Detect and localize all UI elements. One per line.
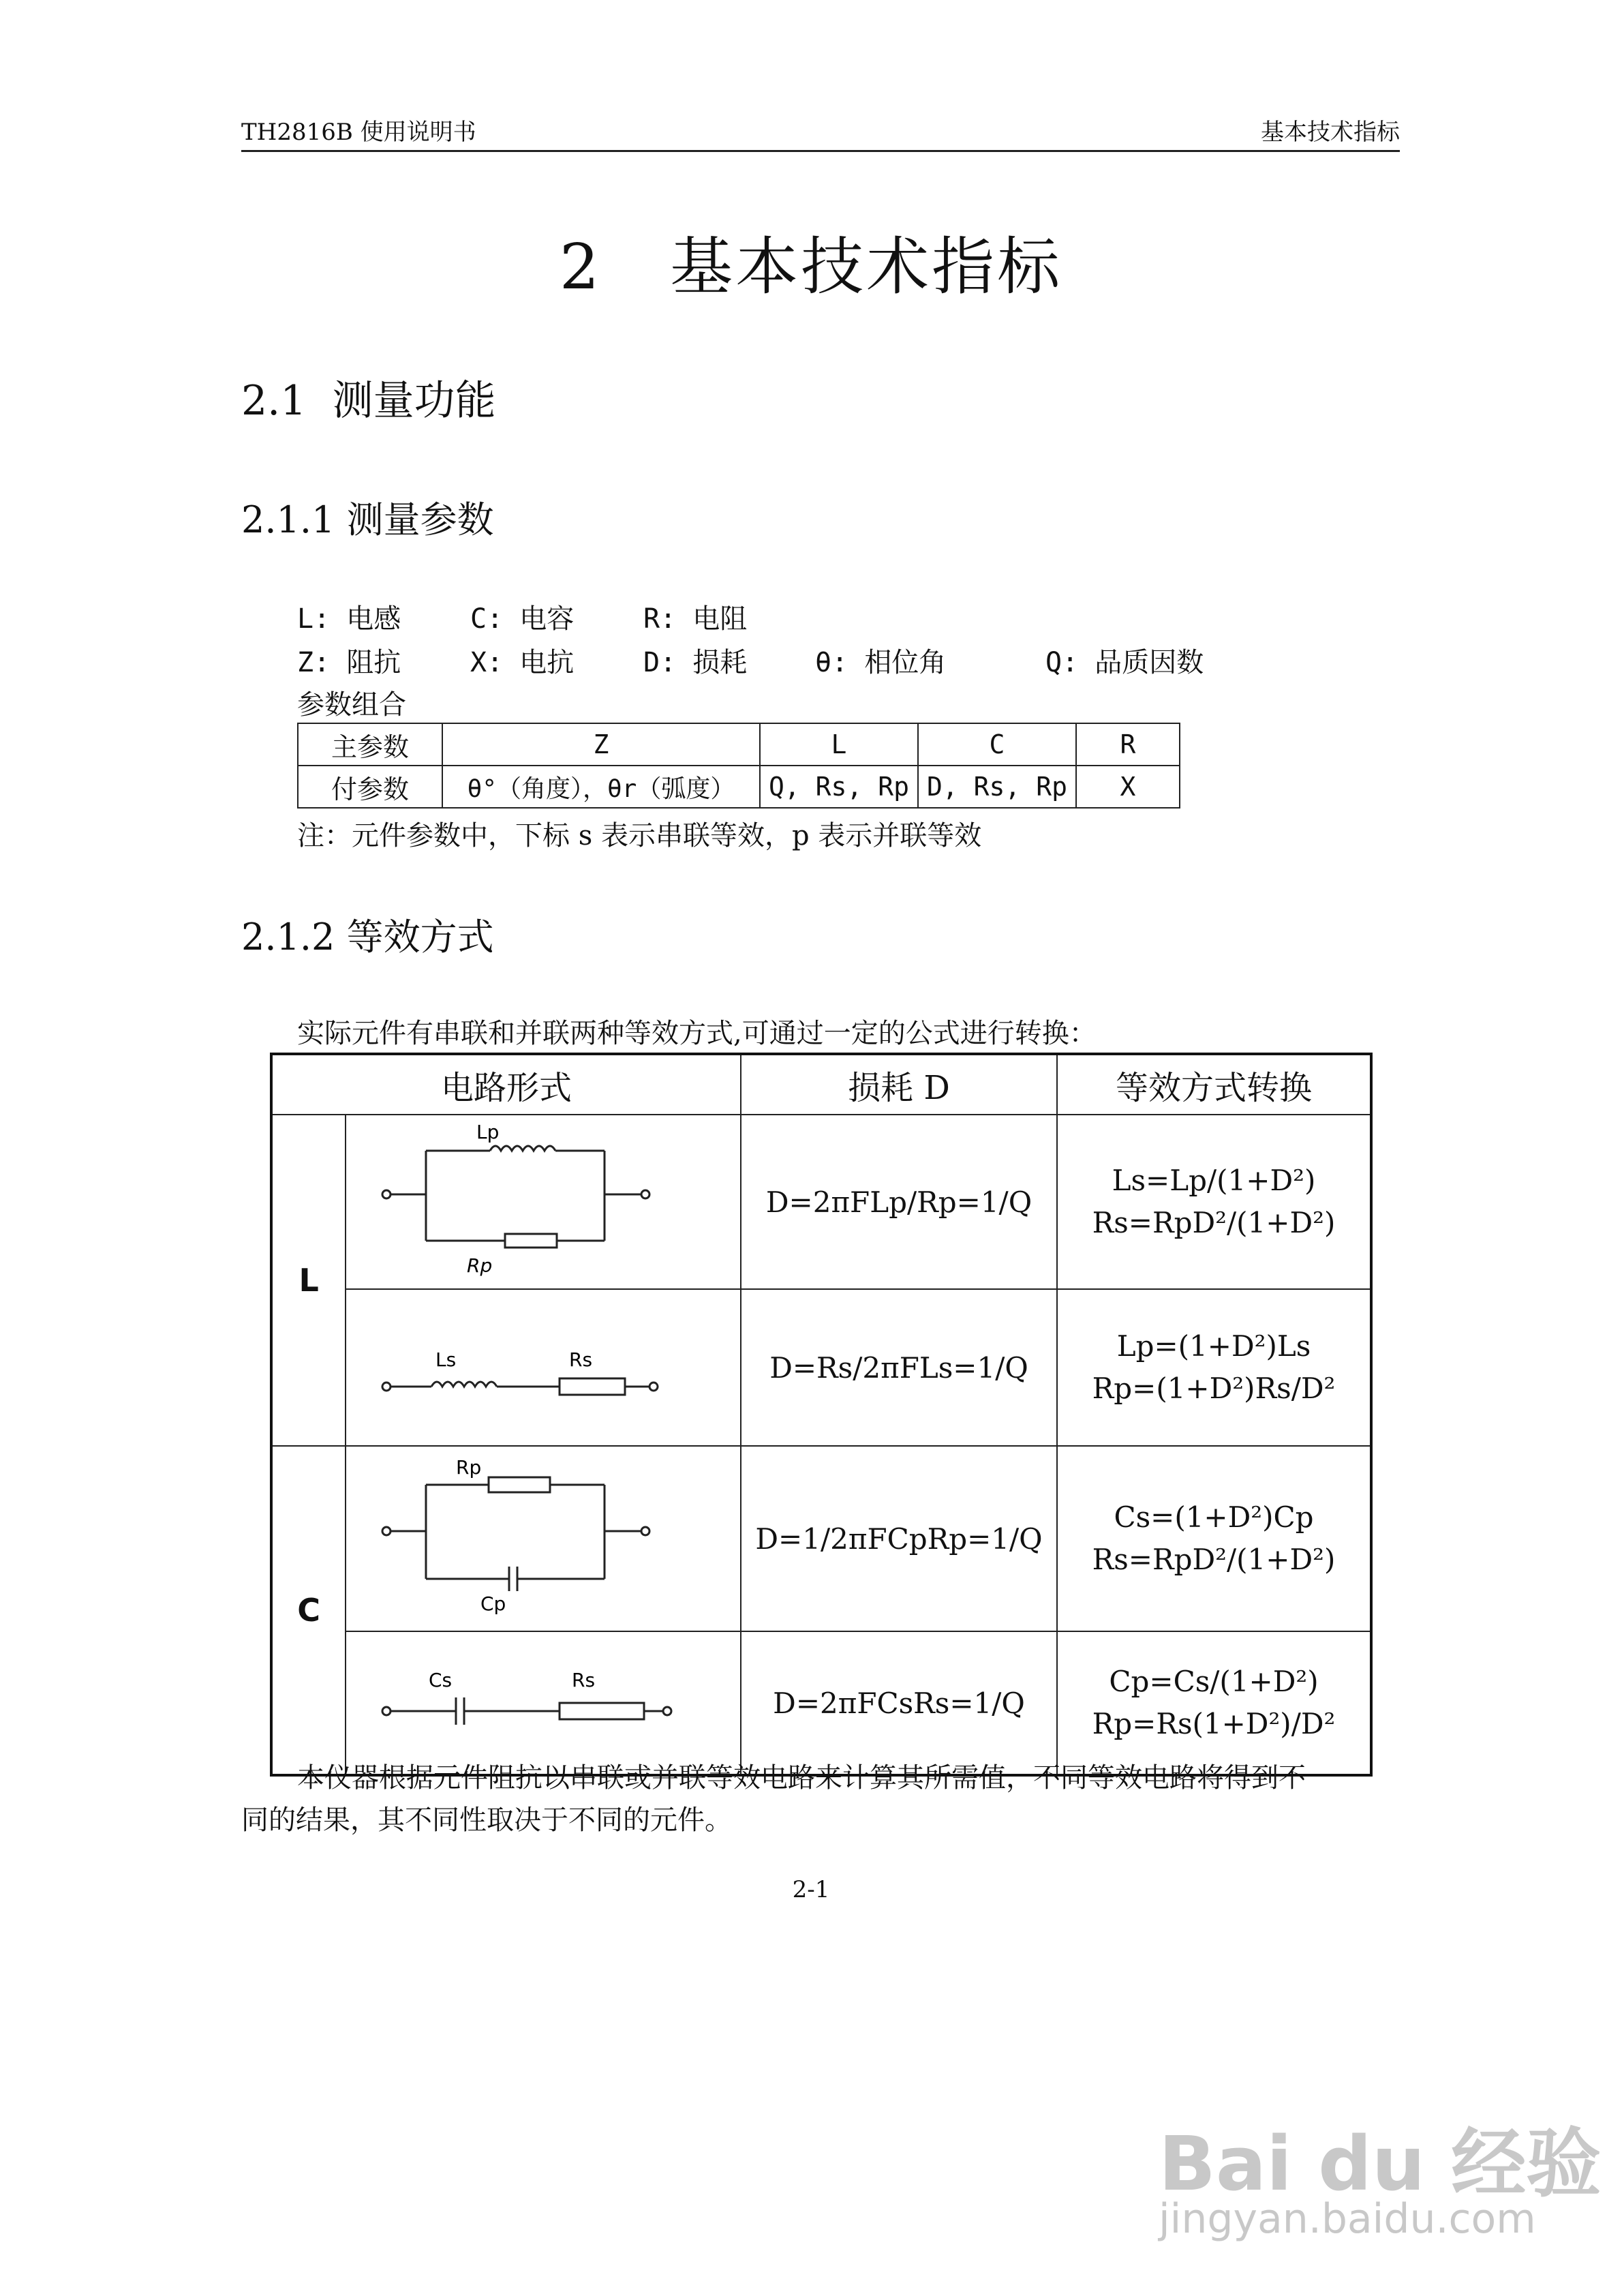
- table-row: [298, 766, 1180, 808]
- header-rule: [241, 150, 1400, 152]
- label-Rp: Rp: [467, 1254, 493, 1277]
- table-row: [271, 1446, 1371, 1631]
- group-label-C: C: [271, 1446, 346, 1775]
- equiv-intro: 实际元件有串联和并联两种等效方式,可通过一定的公式进行转换：: [297, 1018, 1097, 1049]
- table-cell: θ°（角度），θr（弧度）: [442, 766, 760, 808]
- loss-formula: D=2πFLp/Rp=1/Q: [741, 1115, 1057, 1289]
- formula-line: Rp=Rs(1+D²)/D²: [1092, 1707, 1336, 1740]
- formula-line: Ls=Lp/(1+D²): [1112, 1164, 1316, 1197]
- watermark-url: jingyan.baidu.com: [1159, 2195, 1536, 2243]
- formula-line: Cp=Cs/(1+D²): [1109, 1665, 1319, 1698]
- conversion-formula: [1057, 1115, 1371, 1289]
- table-cell: C: [918, 723, 1076, 766]
- header-conversion: 等效方式转换: [1057, 1054, 1371, 1115]
- table-row: [298, 723, 1180, 766]
- chapter-title: 2 基本技术指标: [559, 230, 1063, 303]
- table-row: [271, 1115, 1371, 1289]
- table-header-row: [271, 1054, 1371, 1115]
- label-Lp: Lp: [476, 1121, 500, 1143]
- formula-line: Rp=(1+D²)Rs/D²: [1092, 1372, 1336, 1405]
- table-row: [271, 1631, 1371, 1775]
- label-Rp: Rp: [456, 1456, 482, 1479]
- section-2-1-1-heading: 2.1.1 测量参数: [241, 498, 494, 541]
- circuit-C-parallel: [346, 1446, 741, 1631]
- loss-formula: D=1/2πFCpRp=1/Q: [741, 1446, 1057, 1631]
- closing-line-2: 同的结果，其不同性取决于不同的元件。: [241, 1804, 732, 1836]
- closing-line-1: 本仪器根据元件阻抗以串联或并联等效电路来计算其所需值，不同等效电路将得到不: [297, 1762, 1306, 1794]
- table-cell: 主参数: [298, 723, 442, 766]
- param-C: C: 电容: [470, 603, 575, 635]
- label-Cp: Cp: [480, 1592, 506, 1615]
- section-2-1-2-heading: 2.1.2 等效方式: [241, 916, 494, 958]
- page-number: 2-1: [792, 1876, 830, 1903]
- param-L: L: 电感: [297, 603, 401, 635]
- table-cell: R: [1076, 723, 1180, 766]
- table-cell: L: [760, 723, 918, 766]
- header-loss: 损耗 D: [741, 1054, 1057, 1115]
- table-cell: X: [1076, 766, 1180, 808]
- circuit-C-series: [346, 1631, 741, 1775]
- loss-formula: D=2πFCsRs=1/Q: [741, 1631, 1057, 1775]
- conversion-formula: [1057, 1289, 1371, 1446]
- header-circuit: 电路形式: [271, 1054, 741, 1115]
- param-R: R: 电阻: [643, 603, 748, 635]
- formula-line: Rs=RpD²/(1+D²): [1092, 1543, 1336, 1576]
- formula-line: Cs=(1+D²)Cp: [1114, 1500, 1314, 1534]
- param-Z: Z: 阻抗: [297, 647, 401, 678]
- table-cell: Q, Rs, Rp: [760, 766, 918, 808]
- circuit-L-series: [346, 1289, 741, 1446]
- group-label-L: L: [271, 1115, 346, 1446]
- combo-label: 参数组合: [297, 689, 406, 721]
- equiv-table: [270, 1053, 1373, 1777]
- loss-formula: D=Rs/2πFLs=1/Q: [741, 1289, 1057, 1446]
- header-left: TH2816B 使用说明书: [241, 119, 476, 146]
- formula-line: Lp=(1+D²)Ls: [1116, 1329, 1311, 1363]
- watermark-brand: Bai du 经验: [1159, 2120, 1602, 2207]
- table-cell: 付参数: [298, 766, 442, 808]
- param-X: X: 电抗: [470, 647, 575, 678]
- label-Cs: Cs: [429, 1669, 453, 1691]
- formula-line: Rs=RpD²/(1+D²): [1092, 1206, 1336, 1239]
- param-D: D: 损耗: [643, 647, 748, 678]
- circuit-L-parallel: [346, 1115, 741, 1289]
- label-Rs: Rs: [569, 1348, 593, 1371]
- table-cell: D, Rs, Rp: [918, 766, 1076, 808]
- label-Ls: Ls: [435, 1348, 457, 1371]
- table-row: [271, 1289, 1371, 1446]
- section-2-1-heading: 2.1 测量功能: [241, 377, 496, 425]
- conversion-formula: [1057, 1631, 1371, 1775]
- param-Q: Q: 品质因数: [1045, 647, 1204, 678]
- param-theta: θ: 相位角: [815, 647, 947, 678]
- combo-note: 注：元件参数中，下标 s 表示串联等效，p 表示并联等效: [297, 820, 982, 851]
- header-right: 基本技术指标: [1261, 119, 1400, 146]
- conversion-formula: [1057, 1446, 1371, 1631]
- table-cell: Z: [442, 723, 760, 766]
- param-combo-table: [297, 723, 1180, 809]
- label-Rs: Rs: [572, 1669, 596, 1691]
